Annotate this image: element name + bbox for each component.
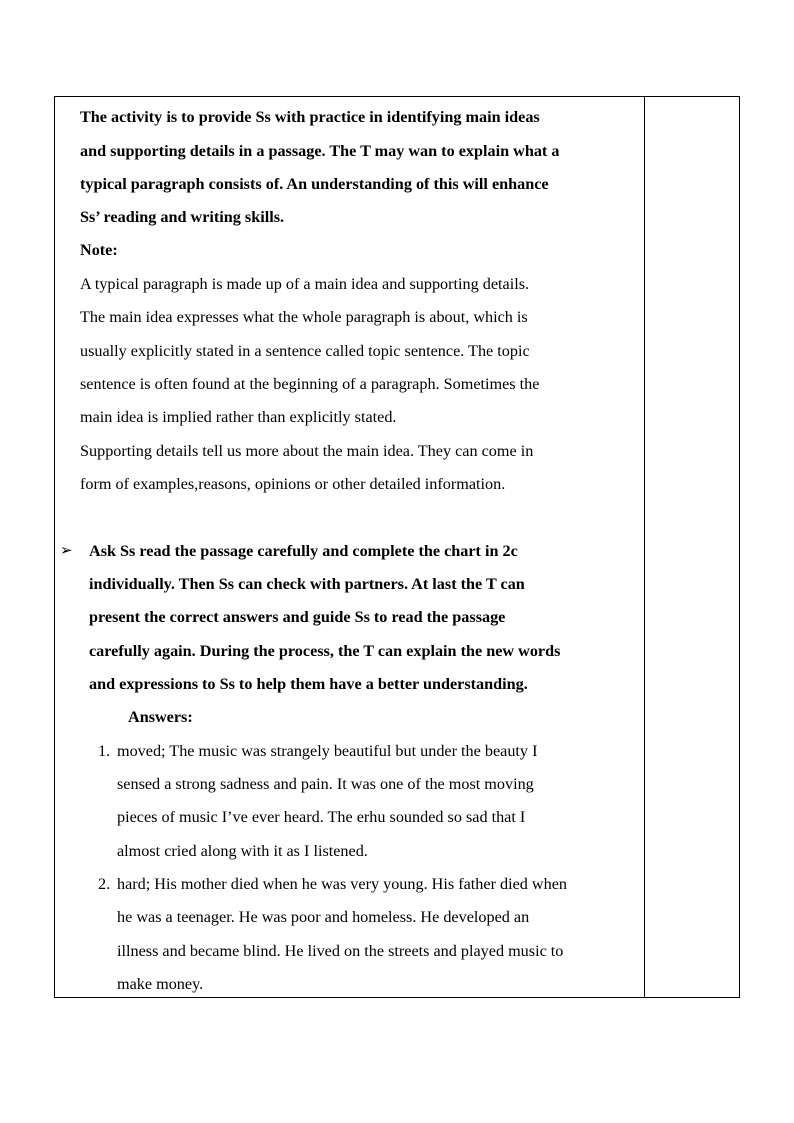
note-line: A typical paragraph is made up of a main idea and supporting details. [80, 275, 530, 293]
answer-line: illness and became blind. He lived on the streets and played music to [117, 942, 564, 960]
task-line: carefully again. During the process, the T can explain the new words [89, 642, 561, 660]
answer-line: almost cried along with it as I listened. [117, 842, 368, 860]
answer-line: hard; His mother died when he was very young. His father died when [117, 875, 567, 893]
answer-number: 2. [98, 875, 111, 893]
answers-label: Answers: [128, 708, 193, 726]
task-line: Ask Ss read the passage carefully and complete the chart in 2c [89, 542, 518, 560]
task-line: present the correct answers and guide Ss to read the passage [89, 608, 506, 626]
answer-line: sensed a strong sadness and pain. It was one of the most moving [117, 775, 534, 793]
note-line: The main idea expresses what the whole paragraph is about, which is [80, 308, 528, 326]
note-line: form of examples,reasons, opinions or other detailed information. [80, 475, 506, 493]
note-line: Supporting details tell us more about the main idea. They can come in [80, 442, 534, 460]
answer-line: make money. [117, 975, 204, 993]
intro-line: The activity is to provide Ss with practice in identifying main ideas [80, 108, 540, 126]
note-line: sentence is often found at the beginning of a paragraph. Sometimes the [80, 375, 540, 393]
column-divider [644, 96, 645, 998]
intro-line: and supporting details in a passage. The T may wan to explain what a [80, 142, 560, 160]
note-label: Note: [80, 241, 118, 259]
answer-number: 1. [98, 742, 111, 760]
answer-line: moved; The music was strangely beautiful but under the beauty I [117, 742, 538, 760]
arrow-bullet-icon: ➢ [60, 543, 73, 559]
intro-line: Ss’ reading and writing skills. [80, 208, 285, 226]
note-line: main idea is implied rather than explicitly stated. [80, 408, 397, 426]
task-line: and expressions to Ss to help them have a better understanding. [89, 675, 528, 693]
answer-line: pieces of music I’ve ever heard. The erhu sounded so sad that I [117, 808, 526, 826]
intro-line: typical paragraph consists of. An understanding of this will enhance [80, 175, 549, 193]
task-line: individually. Then Ss can check with partners. At last the T can [89, 575, 525, 593]
answer-line: he was a teenager. He was poor and homeless. He developed an [117, 908, 530, 926]
note-line: usually explicitly stated in a sentence called topic sentence. The topic [80, 342, 530, 360]
